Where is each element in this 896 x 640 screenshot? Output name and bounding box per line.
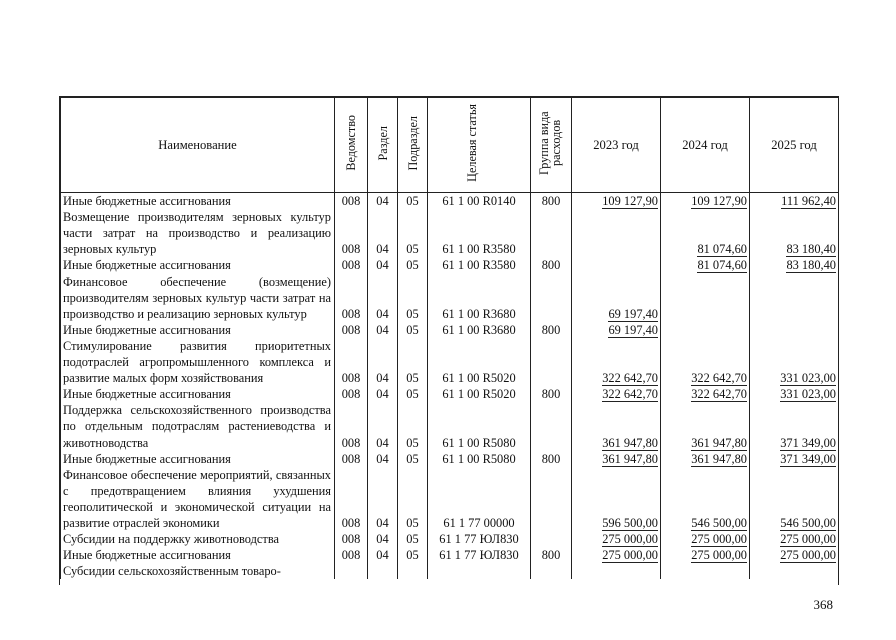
cell-gruppa	[531, 531, 572, 547]
cell-2025: 275 000,00	[750, 547, 839, 563]
header-name: Наименование	[61, 98, 335, 193]
table-row	[61, 547, 839, 563]
cell-2025: 371 349,00	[750, 451, 839, 467]
cell-razdel: 04	[368, 531, 398, 547]
cell-razdel: 04	[368, 193, 398, 210]
cell-vedomstvo: 008	[335, 257, 368, 273]
table-row	[61, 322, 839, 338]
header-vedomstvo: Ведомство	[335, 98, 368, 193]
cell-name: Субсидии на поддержку животноводства	[61, 531, 335, 547]
cell-name: Иные бюджетные ассигнования	[61, 322, 335, 338]
cell-celevaya-statya: 61 1 00 R0140	[428, 193, 531, 210]
cell-gruppa	[531, 209, 572, 257]
cell-name: Иные бюджетные ассигнования	[61, 193, 335, 210]
cell-name: Возмещение производителям зерновых культур части затрат на производство и реализацию зерновых культур	[61, 209, 335, 257]
cell-razdel: 04	[368, 547, 398, 563]
cell-name: Финансовое обеспечение мероприятий, связанных с предотвращением влияния ухудшения геополитической и экономической ситуации на развитие отраслей экономики	[61, 467, 335, 531]
cell-2025: 546 500,00	[750, 467, 839, 531]
cell-2025	[750, 274, 839, 322]
header-year-2024: 2024 год	[661, 98, 750, 193]
cell-2023: 596 500,00	[572, 467, 661, 531]
table-row	[61, 402, 839, 450]
cell-2025	[750, 563, 839, 579]
cell-2023	[572, 209, 661, 257]
cell-2023	[572, 563, 661, 579]
cell-celevaya-statya: 61 1 77 00000	[428, 467, 531, 531]
cell-podrazdel: 05	[398, 386, 428, 402]
cell-podrazdel: 05	[398, 257, 428, 273]
cell-podrazdel: 05	[398, 274, 428, 322]
cell-podrazdel: 05	[398, 193, 428, 210]
table-row	[61, 386, 839, 402]
cell-name: Иные бюджетные ассигнования	[61, 451, 335, 467]
header-podrazdel: Подраздел	[398, 98, 428, 193]
cell-2023: 361 947,80	[572, 402, 661, 450]
cell-name: Стимулирование развития приоритетных подотраслей агропромышленного комплекса и развитие малых форм хозяйствования	[61, 338, 335, 386]
cell-vedomstvo: 008	[335, 193, 368, 210]
cell-2024: 322 642,70	[661, 386, 750, 402]
cell-2024: 361 947,80	[661, 451, 750, 467]
cell-2024	[661, 274, 750, 322]
table-row	[61, 338, 839, 386]
cell-celevaya-statya: 61 1 00 R3680	[428, 322, 531, 338]
cell-2025	[750, 322, 839, 338]
cell-vedomstvo: 008	[335, 402, 368, 450]
cell-razdel: 04	[368, 209, 398, 257]
cell-2024: 322 642,70	[661, 338, 750, 386]
page-number: 368	[813, 597, 833, 612]
cell-2023: 109 127,90	[572, 193, 661, 210]
cell-razdel: 04	[368, 338, 398, 386]
cell-podrazdel: 05	[398, 322, 428, 338]
cell-2023	[572, 257, 661, 273]
cell-2024: 275 000,00	[661, 531, 750, 547]
cell-name: Финансовое обеспечение (возмещение) производителям зерновых культур части затрат на производство и реализацию зерновых культур	[61, 274, 335, 322]
cell-podrazdel: 05	[398, 531, 428, 547]
cell-razdel: 04	[368, 451, 398, 467]
cell-vedomstvo: 008	[335, 322, 368, 338]
cell-podrazdel	[398, 563, 428, 579]
cell-celevaya-statya: 61 1 00 R5020	[428, 338, 531, 386]
cell-celevaya-statya: 61 1 77 ЮЛ830	[428, 547, 531, 563]
table-row	[61, 193, 839, 210]
cell-name: Субсидии сельскохозяйственным товаро-	[61, 563, 335, 579]
cell-razdel: 04	[368, 467, 398, 531]
cell-2025: 83 180,40	[750, 257, 839, 273]
cell-2024: 81 074,60	[661, 209, 750, 257]
cell-podrazdel: 05	[398, 451, 428, 467]
cell-2023: 322 642,70	[572, 386, 661, 402]
cell-podrazdel: 05	[398, 467, 428, 531]
cell-podrazdel: 05	[398, 402, 428, 450]
cell-2025: 371 349,00	[750, 402, 839, 450]
cell-vedomstvo: 008	[335, 386, 368, 402]
cell-gruppa: 800	[531, 257, 572, 273]
header-year-2023: 2023 год	[572, 98, 661, 193]
cell-celevaya-statya	[428, 563, 531, 579]
cell-2023: 69 197,40	[572, 322, 661, 338]
cell-gruppa	[531, 402, 572, 450]
cell-2025: 331 023,00	[750, 338, 839, 386]
cell-vedomstvo: 008	[335, 338, 368, 386]
cell-2025: 83 180,40	[750, 209, 839, 257]
cell-podrazdel: 05	[398, 209, 428, 257]
cell-razdel: 04	[368, 402, 398, 450]
budget-table-frame	[59, 96, 839, 585]
cell-razdel: 04	[368, 274, 398, 322]
cell-gruppa: 800	[531, 547, 572, 563]
table-row	[61, 209, 839, 257]
budget-table	[60, 97, 839, 579]
header-razdel: Раздел	[368, 98, 398, 193]
cell-2024: 546 500,00	[661, 467, 750, 531]
cell-gruppa	[531, 274, 572, 322]
cell-2024: 81 074,60	[661, 257, 750, 273]
cell-2023: 361 947,80	[572, 451, 661, 467]
cell-gruppa	[531, 563, 572, 579]
cell-vedomstvo: 008	[335, 467, 368, 531]
table-row	[61, 563, 839, 579]
cell-name: Поддержка сельскохозяйственного производства по отдельным подотраслям растениеводства и животноводства	[61, 402, 335, 450]
cell-celevaya-statya: 61 1 00 R5080	[428, 451, 531, 467]
cell-celevaya-statya: 61 1 00 R3680	[428, 274, 531, 322]
cell-razdel: 04	[368, 386, 398, 402]
cell-gruppa: 800	[531, 386, 572, 402]
cell-celevaya-statya: 61 1 77 ЮЛ830	[428, 531, 531, 547]
header-celevaya-statya: Целевая статья	[428, 98, 531, 193]
cell-celevaya-statya: 61 1 00 R3580	[428, 209, 531, 257]
cell-2023: 275 000,00	[572, 547, 661, 563]
cell-vedomstvo: 008	[335, 209, 368, 257]
cell-2023: 322 642,70	[572, 338, 661, 386]
cell-celevaya-statya: 61 1 00 R5080	[428, 402, 531, 450]
cell-2025: 331 023,00	[750, 386, 839, 402]
table-row	[61, 451, 839, 467]
table-row	[61, 531, 839, 547]
cell-2023: 69 197,40	[572, 274, 661, 322]
header-year-2025: 2025 год	[750, 98, 839, 193]
cell-vedomstvo	[335, 563, 368, 579]
cell-razdel	[368, 563, 398, 579]
table-header-row	[61, 98, 839, 193]
cell-gruppa: 800	[531, 193, 572, 210]
table-body	[61, 193, 839, 580]
cell-vedomstvo: 008	[335, 274, 368, 322]
header-gruppa-vida-rashodov: Группа вида расходов	[531, 98, 572, 193]
cell-gruppa	[531, 467, 572, 531]
cell-vedomstvo: 008	[335, 547, 368, 563]
table-row	[61, 274, 839, 322]
cell-name: Иные бюджетные ассигнования	[61, 257, 335, 273]
cell-2024	[661, 563, 750, 579]
cell-2025: 275 000,00	[750, 531, 839, 547]
cell-name: Иные бюджетные ассигнования	[61, 386, 335, 402]
cell-razdel: 04	[368, 322, 398, 338]
cell-2024: 109 127,90	[661, 193, 750, 210]
cell-vedomstvo: 008	[335, 531, 368, 547]
cell-2025: 111 962,40	[750, 193, 839, 210]
cell-podrazdel: 05	[398, 338, 428, 386]
cell-podrazdel: 05	[398, 547, 428, 563]
cell-gruppa	[531, 338, 572, 386]
cell-name: Иные бюджетные ассигнования	[61, 547, 335, 563]
cell-gruppa: 800	[531, 322, 572, 338]
cell-razdel: 04	[368, 257, 398, 273]
cell-2023: 275 000,00	[572, 531, 661, 547]
cell-2024: 275 000,00	[661, 547, 750, 563]
cell-celevaya-statya: 61 1 00 R5020	[428, 386, 531, 402]
table-row	[61, 257, 839, 273]
table-row	[61, 467, 839, 531]
cell-gruppa: 800	[531, 451, 572, 467]
cell-2024	[661, 322, 750, 338]
cell-2024: 361 947,80	[661, 402, 750, 450]
cell-vedomstvo: 008	[335, 451, 368, 467]
cell-celevaya-statya: 61 1 00 R3580	[428, 257, 531, 273]
